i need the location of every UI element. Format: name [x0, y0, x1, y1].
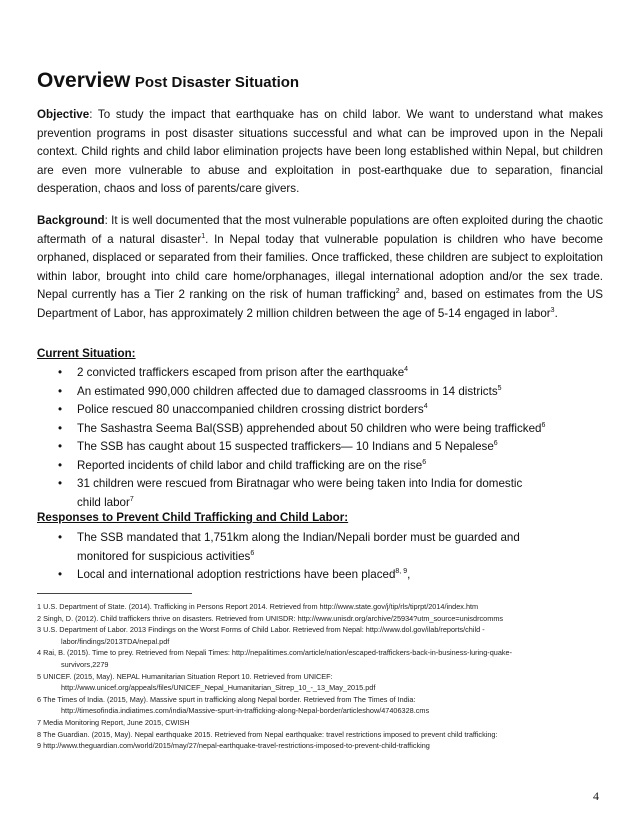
- objective-text: : To study the impact that earthquake has on child labor. We want to understand what makes prevention programs in post disaster situations successful and what can be improved upon in the Nepali context. Child rights and child labor elimination projects have been long established within Nepal, but children are even more vulnerable to abuse and exploitation in post-earthquake due to separation, financial desperation, chaos and loss of parents/care givers.: [37, 108, 603, 195]
- footnote: 5 UNICEF. (2015, May). NEPAL Humanitarian Situation Report 10. Retrieved from UNICEF: http://www.unicef.org/appeals/files/UNICEF_Nepal_Humanitarian_Sitrep_10_-_13_May_2015.pdf: [37, 671, 376, 693]
- background-text-1: : It is well documented that the most vulnerable populations are often exploited during the chaotic aftermath of a natural disaster: [37, 214, 603, 246]
- page-number: 4: [593, 789, 599, 803]
- footnote-divider: [37, 593, 192, 594]
- list-item: • Local and international adoption restrictions have been placed$^{8, 9}$,: [58, 568, 411, 581]
- responses-list: [37, 529, 603, 585]
- list-item: • 2 convicted traffickers escaped from prison after the earthquake$^4$: [58, 366, 409, 379]
- background-text-4: .: [554, 306, 558, 320]
- page-title: [37, 69, 299, 93]
- list-item: • The SSB mandated that 1,751km along the Indian/Nepali border must be guarded and monitored for suspicious activities$^6$: [58, 531, 520, 563]
- footnote-ref: 2: [395, 288, 400, 295]
- footnote-ref: 1: [201, 232, 206, 240]
- list-item: • Police rescued 80 unaccompanied children crossing district borders$^4$: [58, 403, 428, 416]
- footnote: 4 Rai, B. (2015). Time to prey. Retrieved from Nepali Times: http://nepalitimes.com/article/nation/escaped-traffickers-back-in-business-luring-quake- survivors,2279: [37, 648, 513, 669]
- background-text-2: . In Nepal today that vulnerable population is children who have become orphaned, displaced or separated from their families. Once trafficked, these children are subject to exploitation within labor, brought into child care home/orphanages, illegal international adoption and/or the sex trade. Nepal currently has a Tier 2 ranking on the risk of human trafficking: [37, 232, 603, 301]
- background-paragraph: [37, 212, 603, 323]
- footnote: 3 U.S. Department of Labor. 2013 Findings on the Worst Forms of Child Labor. Retrieved from Nepal: http://www.dol.gov/ilab/reports/child - labor/findings/2013TDA/nepal.pdf: [37, 625, 485, 646]
- background-label: Background: [37, 214, 105, 227]
- footnote: 6 The Times of India. (2015, May). Massive spurt in trafficking along Nepal border. Retrieved from The Times of India: http://timesofindia.indiatimes.com/india/Massive-spurt-in-trafficking-along-Nepal-border/articleshow/47406328.cms: [37, 694, 430, 716]
- current-situation-heading: Current Situation:: [37, 347, 136, 360]
- footnotes: [37, 601, 603, 752]
- list-item: • Reported incidents of child labor and child trafficking are on the rise$^6$: [58, 458, 427, 472]
- objective-label: Objective: [37, 108, 90, 121]
- footnote: 7 Media Monitoring Report, June 2015, CWISH: [37, 717, 190, 727]
- current-situation-list: [37, 364, 603, 512]
- list-item: • An estimated 990,000 children affected due to damaged classrooms in 14 districts$^5$: [58, 384, 502, 398]
- list-item: • The SSB has caught about 15 suspected traffickers— 10 Indians and 5 Nepalese$^6$: [58, 440, 498, 453]
- footnote-ref: 3: [550, 306, 555, 314]
- title-sub: Post Disaster Situation: [134, 74, 300, 91]
- footnote: 1 U.S. Department of State. (2014). Trafficking in Persons Report 2014. Retrieved from http://www.state.gov/j/tip/rls/tiprpt/2014/index.htm: [37, 602, 479, 611]
- footnote: 2 Singh, D. (2012). Child traffickers thrive on disasters. Retrieved from UNISDR: http://www.unisdr.org/archive/25934?utm_source=unisdrcomms: [37, 613, 504, 623]
- footnote: 8 The Guardian. (2015, May). Nepal earthquake 2015. Retrieved from Nepal earthquake: travel restrictions imposed to prevent child trafficking:: [37, 729, 498, 739]
- objective-paragraph: [37, 106, 603, 199]
- responses-heading: Responses to Prevent Child Trafficking and Child Labor:: [37, 511, 349, 524]
- list-item: • The Sashastra Seema Bal(SSB) apprehended about 50 children who were being trafficked$^6$: [58, 421, 546, 435]
- list-item: • 31 children were rescued from Biratnagar who were being taken into India for domestic child labor$^7$: [58, 477, 523, 509]
- background-text-3: and, based on estimates from the US Department of Labor, has approximately 2 million children between the age of 5-14 engaged in labor: [37, 288, 604, 320]
- title-main: Overview: [37, 69, 131, 92]
- footnote: 9 http://www.theguardian.com/world/2015/may/27/nepal-earthquake-travel-restrictions-imposed-to-prevent-child-trafficking: [37, 741, 430, 751]
